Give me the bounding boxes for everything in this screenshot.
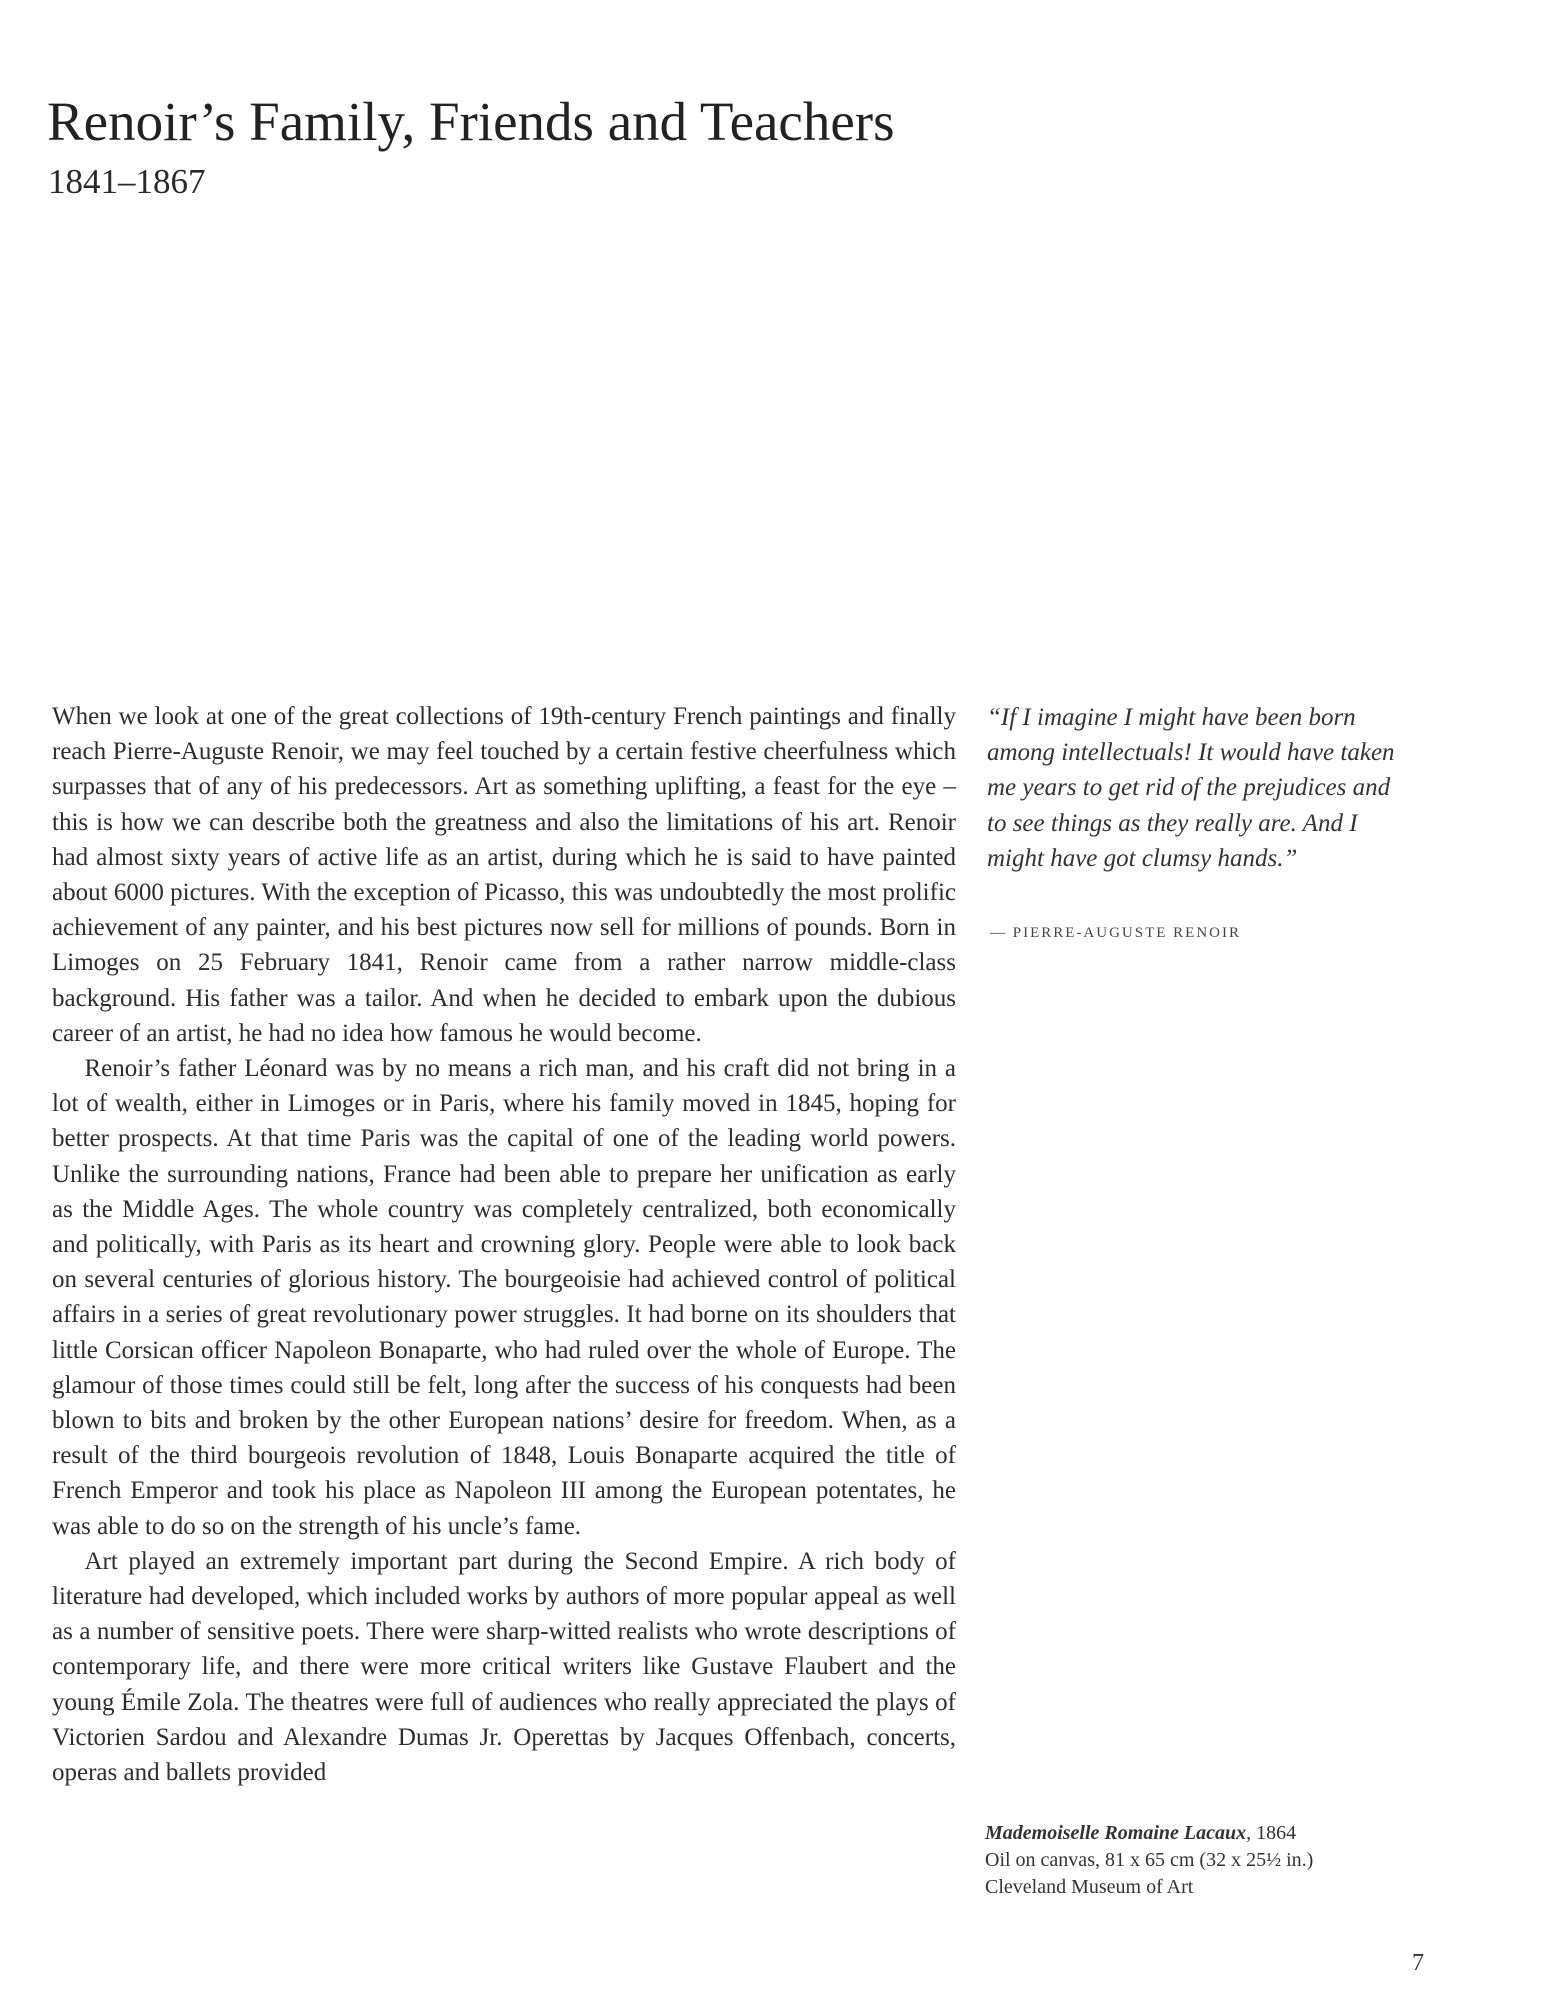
body-paragraph: Renoir’s father Léonard was by no means a rich man, and his craft did not bring in a lot of wealth, either in Limoges or in Paris, where his family moved in 1845, hoping for better prospects. At that time Paris was the capital of one of the leading world powers. Unlike the surrounding nations, France had been able to prepare her unification as early as the Middle Ages. The whole country was completely centralized, both economically and politically, with Paris as its heart and crowning glory. People were able to look back on several centuries of glorious history. The bourgeoisie had achieved control of political affairs in a series of great revolutionary power struggles. It had borne on its shoulders that little Corsican officer Napoleon Bonaparte, who had ruled over the whole of Europe. The glamour of those times could still be felt, long after the success of his conquests had been blown to bits and broken by the other European nations’ desire for freedom. When, as a result of the third bourgeois revolution of 1848, Louis Bonaparte acquired the title of French Emperor and took his place as Napoleon III among the European potentates, he was able to do so on the strength of his uncle’s fame. [52,1055,956,1540]
pull-quote: “If I imagine I might have been born among intellectuals! It would have taken me years to get rid of the prejudices and to see things as they really are. And I might have got clumsy hands.” [987,704,1395,872]
body-paragraph: Art played an extremely important part during the Second Empire. A rich body of literature had developed, which included works by authors of more popular appeal as well as a number of sensitive poets. There were sharp-witted realists who wrote descriptions of contemporary life, and there were more critical writers like Gustave Flaubert and the young Émile Zola. The theatres were full of audiences who really appreciated the plays of Victorien Sardou and Alexandre Dumas Jr. Operettas by Jacques Offenbach, concerts, operas and ballets provided [52,1547,956,1787]
chapter-years: 1841–1867 [48,162,206,201]
chapter-title: Renoir’s Family, Friends and Teachers [47,91,895,152]
body-paragraph: When we look at one of the great collections of 19th-century French paintings and finally reach Pierre-Auguste Renoir, we may feel touched by a certain festive cheerfulness which surpasses that of any of his predecessors. Art as something uplifting, a feast for the eye – this is how we can describe both the greatness and also the limitations of his art. Renoir had almost sixty years of active life as an artist, during which he is said to have painted about 6000 pictures. With the exception of Picasso, this was undoubtedly the most prolific achievement of any painter, and his best pictures now sell for millions of pounds. Born in Limoges on 25 February 1841, Renoir came from a rather narrow middle-class background. His father was a tailor. And when he decided to embark upon the dubious career of an artist, he had no idea how famous he would become. [52,703,956,1047]
artwork-medium: Oil on canvas, 81 x 65 cm (32 x 25½ in.) [985,1849,1314,1871]
artwork-collection: Cleveland Museum of Art [985,1876,1194,1898]
page-number: 7 [1412,1950,1424,1976]
quote-attribution: — PIERRE-AUGUSTE RENOIR [990,925,1241,941]
image-caption [985,1820,1445,1901]
artwork-title: Mademoiselle Romaine Lacaux [985,1822,1247,1844]
artwork-year: 1864 [1256,1822,1297,1844]
main-text-column [52,699,956,1790]
caption-title-line: Mademoiselle Romaine Lacaux, 1864 [985,1822,1297,1844]
